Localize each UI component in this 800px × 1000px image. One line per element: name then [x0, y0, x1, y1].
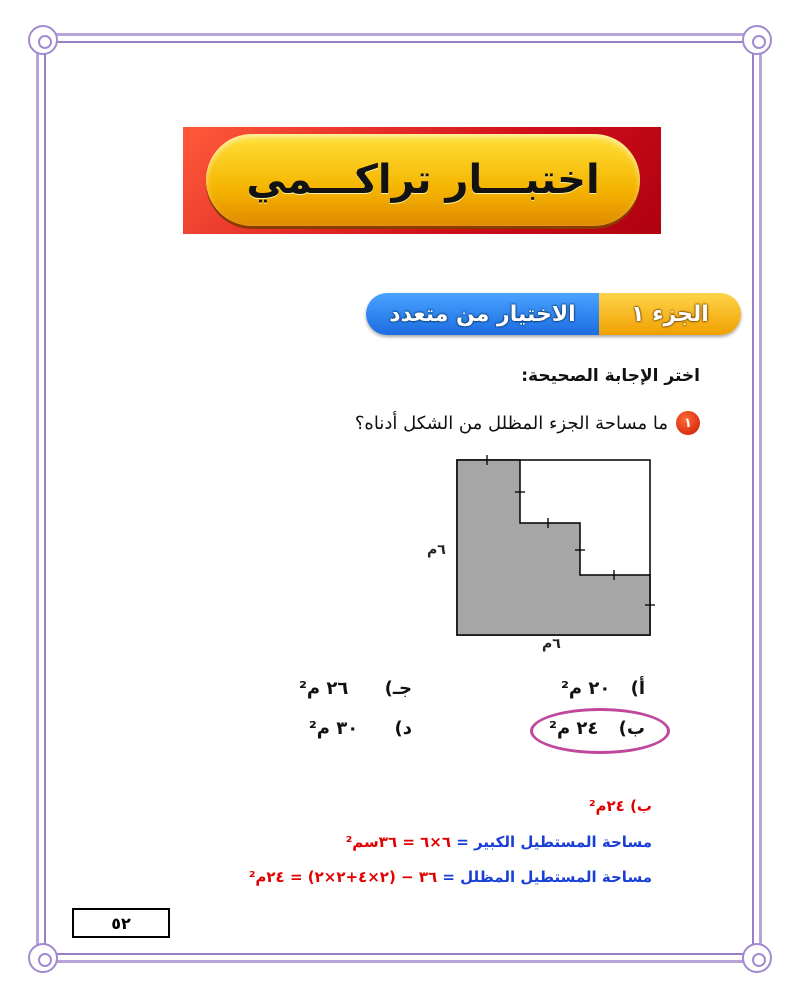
part-number: الجزء ١ [599, 293, 741, 335]
part-title: الاختيار من متعدد [366, 293, 599, 335]
solution-line-1-value: ٦×٦ = ٣٦سم² [345, 833, 452, 851]
option-d-letter: د) [394, 718, 412, 739]
solution-line-1-label: مساحة المستطيل الكبير = [456, 833, 652, 851]
solution-answer: ب) ٢٤م² [588, 797, 652, 815]
option-d-value: ٣٠ م² [308, 718, 359, 739]
option-a-letter: أ) [630, 678, 645, 699]
solution-line-1 [346, 833, 652, 851]
instruction: اختر الإجابة الصحيحة: [521, 366, 700, 386]
option-b-value: ٢٤ م² [549, 718, 599, 739]
option-b-letter: ب) [618, 718, 645, 739]
question [355, 411, 700, 435]
option-c-value: ٢٦ م² [299, 678, 349, 699]
solution-line-2-value: ٣٦ − (٢×٤+٢×٢) = ٢٤م² [248, 868, 438, 886]
question-text: ما مساحة الجزء المظلل من الشكل أدناه؟ [354, 412, 668, 434]
option-d[interactable] [309, 718, 412, 739]
option-a[interactable] [561, 678, 645, 699]
correct-answer-circle [530, 708, 670, 754]
page-number: ٥٢ [72, 908, 170, 938]
option-c[interactable] [299, 678, 412, 699]
solution-line-2-label: مساحة المستطيل المظلل = [442, 868, 652, 886]
corner-ornament-icon [742, 25, 772, 55]
option-c-letter: جـ) [384, 678, 412, 699]
corner-ornament-icon [28, 943, 58, 973]
option-a-value: ٢٠ م² [560, 678, 611, 699]
corner-ornament-icon [742, 943, 772, 973]
question-number-badge: ١ [676, 411, 700, 435]
bottom-length-label: ٦م [542, 636, 561, 652]
page-title: اختبـــار تراكـــمي [246, 157, 600, 203]
corner-ornament-icon [28, 25, 58, 55]
part-header [366, 293, 741, 335]
title-banner [206, 134, 640, 226]
side-length-label: ٦م [427, 542, 446, 558]
solution-line-2 [249, 868, 652, 886]
